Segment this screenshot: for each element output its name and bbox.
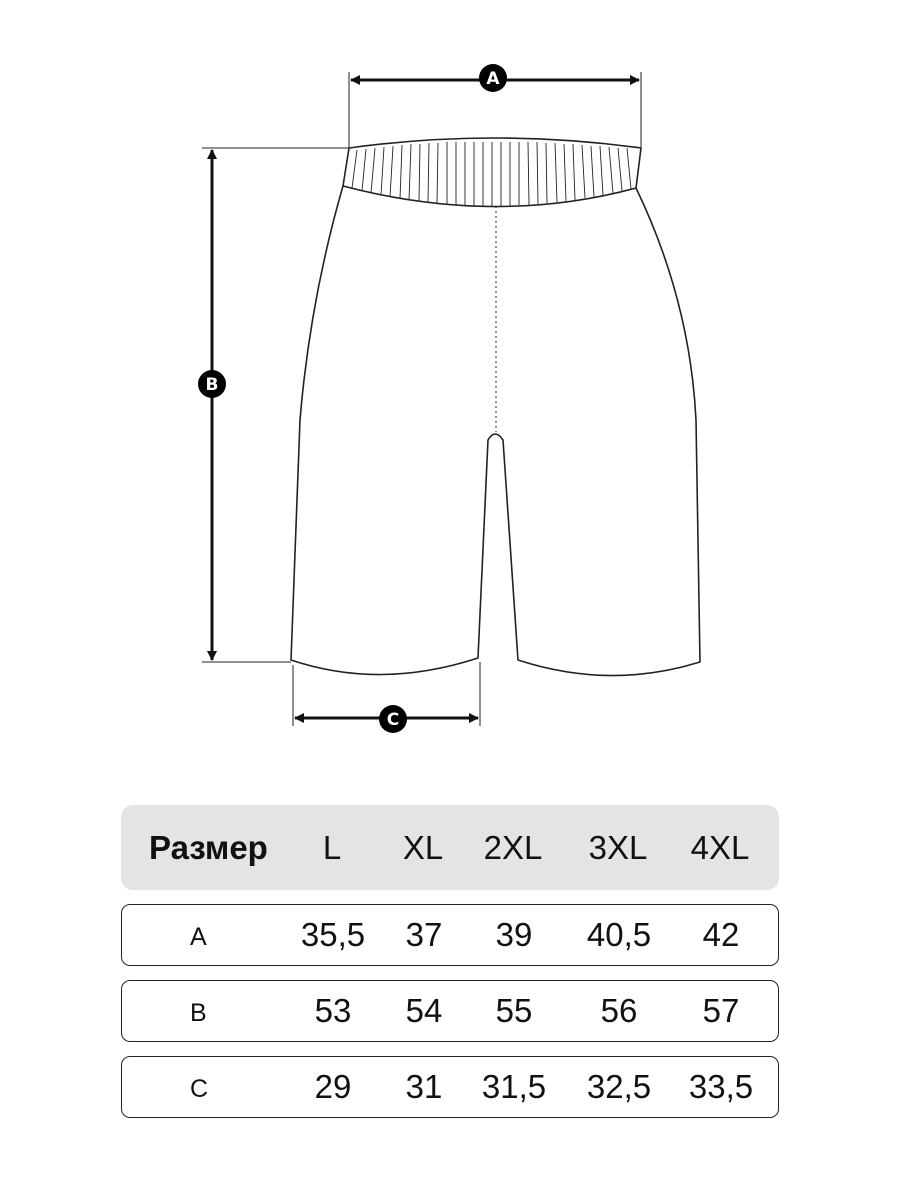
table-row-c [121, 1056, 779, 1118]
shorts-outline [291, 138, 700, 676]
row-label: A [190, 922, 207, 951]
table-cell: 56 [600, 992, 638, 1029]
size-table [121, 805, 779, 1118]
marker-a-label: A [486, 69, 500, 89]
row-label: C [190, 1074, 209, 1103]
table-cell: 37 [405, 916, 443, 953]
table-cell: 31,5 [481, 1068, 547, 1105]
table-cell: 39 [495, 916, 533, 953]
marker-b-label: B [205, 375, 219, 395]
row-label: B [190, 998, 207, 1027]
table-cell: 31 [405, 1068, 443, 1105]
marker-c-label: C [386, 710, 400, 730]
table-cell: 29 [314, 1068, 352, 1105]
table-header [121, 805, 779, 890]
header-label: Размер [149, 828, 268, 866]
header-size-xl: XL [402, 828, 444, 866]
header-size-l: L [322, 828, 342, 866]
marker-c [379, 705, 407, 733]
table-cell: 32,5 [586, 1068, 652, 1105]
header-size-4xl: 4XL [690, 828, 750, 866]
header-size-3xl: 3XL [588, 828, 648, 866]
table-cell: 54 [405, 992, 443, 1029]
table-row-b [121, 980, 779, 1042]
header-size-2xl: 2XL [483, 828, 543, 866]
table-cell: 40,5 [586, 916, 652, 953]
shorts-body [291, 186, 700, 676]
table-row-a [121, 904, 779, 966]
table-cell: 42 [702, 916, 740, 953]
table-cell: 53 [314, 992, 352, 1029]
marker-a [479, 64, 507, 92]
table-cell: 33,5 [688, 1068, 754, 1105]
table-cell: 35,5 [300, 916, 366, 953]
marker-b [198, 370, 226, 398]
table-cell: 57 [702, 992, 740, 1029]
table-cell: 55 [495, 992, 533, 1029]
